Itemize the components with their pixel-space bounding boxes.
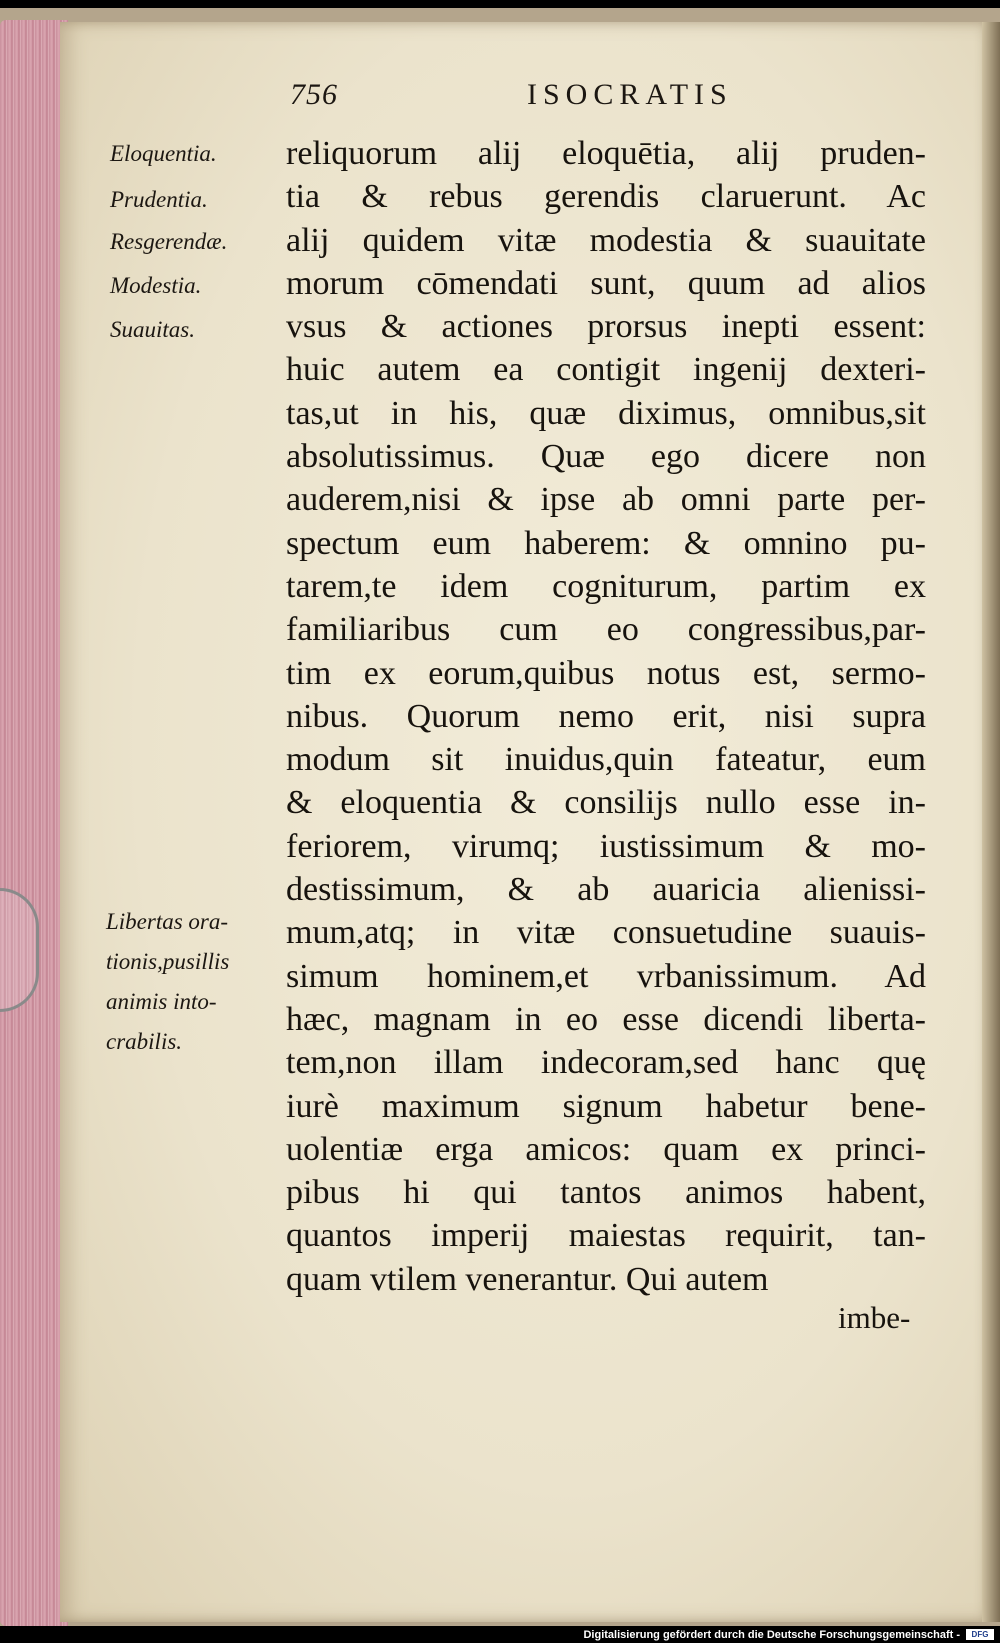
page-clip: [0, 888, 39, 1012]
text-line: modum sit inuidus,quin fateatur, eum: [286, 741, 926, 779]
text-line: feriorem, virumq; iustissimum & mo-: [286, 827, 926, 865]
margin-note: crabilis.: [106, 1029, 183, 1054]
text-line: familiaribus cum eo congressibus,par-: [286, 611, 926, 649]
text-line: spectum eum haberem: & omnino pu-: [286, 524, 926, 562]
funding-credit: Digitalisierung gefördert durch die Deutsche Forschungsgemeinschaft -: [583, 1629, 960, 1641]
text-line: & eloquentia & consilijs nullo esse in-: [286, 784, 926, 822]
text-line: reliquorum alij eloquētia, alij pruden-: [286, 135, 926, 172]
text-line: alij quidem vitæ modestia & suauitate: [286, 221, 926, 259]
text-line: tim ex eorum,quibus notus est, sermo-: [286, 654, 926, 692]
text-line: tem,non illam indecoram,sed hanc quę: [286, 1044, 926, 1082]
page-number: 756: [290, 78, 338, 111]
catchword: imbe-: [838, 1300, 911, 1335]
margin-note: Prudentia.: [110, 187, 208, 212]
margin-note: Suauitas.: [110, 317, 195, 342]
running-title: ISOCRATIS: [527, 78, 733, 111]
text-line: destissimum, & ab auaricia alienissi-: [286, 871, 926, 909]
page-edges: [0, 20, 68, 1626]
text-line: quantos imperij maiestas requirit, tan-: [286, 1217, 926, 1255]
text-line: nibus. Quorum nemo erit, nisi supra: [286, 697, 926, 735]
margin-note: animis into-: [106, 989, 217, 1014]
dfg-logo: DFG: [966, 1629, 994, 1640]
body-text: [286, 132, 926, 1301]
margin-note: tionis,pusillis: [106, 949, 230, 974]
text-line: tarem,te idem cogniturum, partim ex: [286, 567, 926, 605]
margin-note: Modestia.: [110, 273, 202, 298]
text-line: tas,ut in his, quæ diximus, omnibus,sit: [286, 394, 926, 432]
text-line: uolentiæ erga amicos: quam ex princi-: [286, 1130, 926, 1168]
text-line: morum cōmendati sunt, quum ad alios: [286, 264, 926, 302]
margin-note: Resgerendæ.: [110, 229, 228, 254]
text-line: iurè maximum signum habetur bene-: [286, 1087, 926, 1125]
margin-note: Eloquentia.: [110, 141, 217, 166]
text-line: absolutissimus. Quæ ego dicere non: [286, 438, 926, 476]
text-line: vsus & actiones prorsus inepti essent:: [286, 308, 926, 346]
margin-note: Libertas ora-: [106, 909, 229, 934]
text-line: mum,atq; in vitæ consuetudine suauis-: [286, 914, 926, 952]
text-line: quam vtilem venerantur. Qui autem: [286, 1260, 769, 1298]
text-line: hæc, magnam in eo esse dicendi liberta-: [286, 1000, 926, 1038]
gutter-shadow: [982, 22, 1000, 1622]
text-line: auderem,nisi & ipse ab omni parte per-: [286, 481, 926, 519]
text-line: huic autem ea contigit ingenij dexteri-: [286, 351, 926, 389]
text-line: pibus hi qui tantos animos habent,: [286, 1174, 926, 1212]
text-line: simum hominem,et vrbanissimum. Ad: [286, 957, 926, 995]
digitization-footer: [0, 1627, 1000, 1643]
text-line: tia & rebus gerendis claruerunt. Ac: [286, 178, 926, 216]
